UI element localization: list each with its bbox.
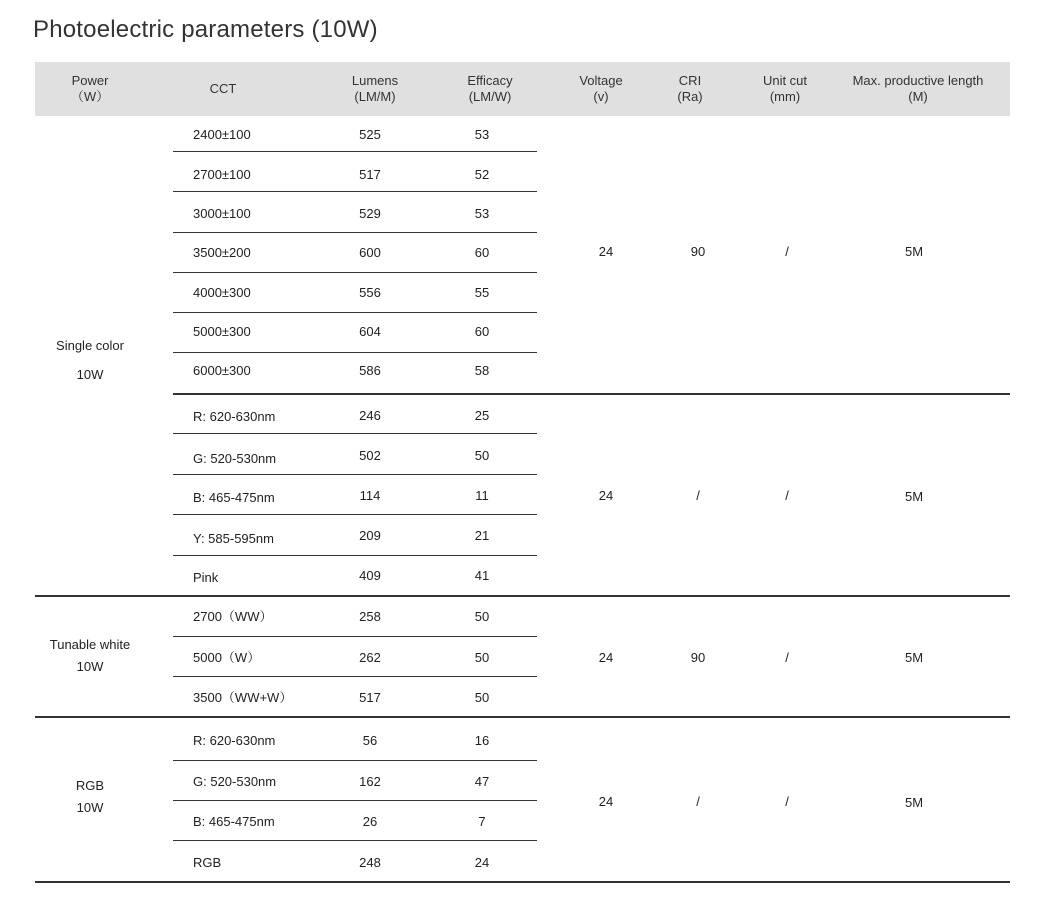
row-divider xyxy=(173,151,537,152)
header-unit: （W） xyxy=(70,89,110,104)
power-label: RGB xyxy=(75,778,105,793)
unit-cut-value: / xyxy=(785,488,789,503)
lumens-cell: 525 xyxy=(359,127,381,142)
header-label: Lumens xyxy=(351,73,399,88)
unit-cut-value: / xyxy=(785,244,789,259)
cct-cell: 5000±300 xyxy=(193,324,251,339)
cri-value: / xyxy=(696,488,700,503)
header-unit: (mm) xyxy=(769,89,801,104)
lumens-cell: 586 xyxy=(359,363,381,378)
lumens-cell: 248 xyxy=(359,855,381,870)
power-label: Tunable white xyxy=(49,637,131,652)
voltage-value: 24 xyxy=(598,488,614,503)
efficacy-cell: 50 xyxy=(474,690,490,705)
cct-cell: 2700（WW） xyxy=(193,609,273,624)
power-value: 10W xyxy=(76,367,104,382)
efficacy-cell: 7 xyxy=(478,814,486,829)
row-divider xyxy=(173,191,537,192)
cct-cell: 3500±200 xyxy=(193,245,251,260)
row-divider xyxy=(173,840,537,841)
efficacy-cell: 52 xyxy=(474,167,490,182)
cct-cell: Pink xyxy=(193,570,219,585)
max-length-value: 5M xyxy=(904,489,924,504)
efficacy-cell: 25 xyxy=(474,408,490,423)
lumens-cell: 529 xyxy=(359,206,381,221)
efficacy-cell: 41 xyxy=(474,568,490,583)
table-bottom-border xyxy=(35,881,1010,883)
efficacy-cell: 21 xyxy=(474,528,490,543)
power-label: Single color xyxy=(56,338,124,353)
voltage-value: 24 xyxy=(598,244,614,259)
cct-cell: B: 465-475nm xyxy=(193,490,275,505)
header-unit: (M) xyxy=(908,89,928,104)
unit-cut-value: / xyxy=(785,650,789,665)
power-group-tunable-white xyxy=(35,637,145,675)
group-divider xyxy=(35,595,1010,597)
row-divider xyxy=(173,800,537,801)
efficacy-cell: 53 xyxy=(474,127,490,142)
lumens-cell: 258 xyxy=(359,609,381,624)
cri-value: / xyxy=(696,794,700,809)
row-divider xyxy=(173,760,537,761)
lumens-cell: 600 xyxy=(359,245,381,260)
header-cri xyxy=(650,62,730,116)
header-unit: (v) xyxy=(593,89,609,104)
row-divider xyxy=(173,312,537,313)
table-header xyxy=(35,62,1010,116)
cct-cell: G: 520-530nm xyxy=(193,774,277,789)
cct-cell: 5000（W） xyxy=(193,650,261,665)
efficacy-cell: 58 xyxy=(474,363,490,378)
row-divider xyxy=(173,352,537,353)
lumens-cell: 246 xyxy=(359,408,381,423)
cri-value: 90 xyxy=(690,650,706,665)
cct-cell: 2400±100 xyxy=(193,127,251,142)
header-lumens xyxy=(335,62,415,116)
header-cct xyxy=(183,62,263,116)
cct-cell: R: 620-630nm xyxy=(193,409,276,424)
lumens-cell: 556 xyxy=(359,285,381,300)
row-divider xyxy=(173,232,537,233)
efficacy-cell: 55 xyxy=(474,285,490,300)
unit-cut-value: / xyxy=(785,794,789,809)
power-value: 10W xyxy=(76,800,104,815)
row-divider xyxy=(173,272,537,273)
group-divider xyxy=(173,393,1010,395)
efficacy-cell: 11 xyxy=(475,488,489,503)
efficacy-cell: 60 xyxy=(474,245,490,260)
cct-cell: 4000±300 xyxy=(193,285,251,300)
cct-cell: Y: 585-595nm xyxy=(193,531,274,546)
cct-cell: B: 465-475nm xyxy=(193,814,275,829)
lumens-cell: 409 xyxy=(359,568,381,583)
power-group-single-color xyxy=(40,338,140,383)
row-divider xyxy=(173,514,537,515)
cct-cell: 6000±300 xyxy=(193,363,251,378)
lumens-cell: 517 xyxy=(359,167,381,182)
row-divider xyxy=(173,474,537,475)
voltage-value: 24 xyxy=(598,794,614,809)
row-divider xyxy=(173,636,537,637)
header-unit-cut xyxy=(735,62,835,116)
lumens-cell: 209 xyxy=(359,528,381,543)
header-label: CCT xyxy=(209,81,237,96)
header-label: Unit cut xyxy=(762,73,808,88)
cct-cell: 2700±100 xyxy=(193,167,251,182)
max-length-value: 5M xyxy=(904,795,924,810)
header-max-length xyxy=(843,62,993,116)
efficacy-cell: 47 xyxy=(474,774,490,789)
power-group-rgb xyxy=(40,778,140,816)
efficacy-cell: 53 xyxy=(474,206,490,221)
header-efficacy xyxy=(450,62,530,116)
max-length-value: 5M xyxy=(904,650,924,665)
voltage-value: 24 xyxy=(598,650,614,665)
header-label: Max. productive length xyxy=(852,73,984,88)
header-power xyxy=(55,62,125,116)
row-divider xyxy=(173,555,537,556)
cct-cell: 3500（WW+W） xyxy=(193,690,293,705)
lumens-cell: 517 xyxy=(359,690,381,705)
max-length-value: 5M xyxy=(904,244,924,259)
header-unit: (LM/M) xyxy=(354,89,396,104)
header-label: Efficacy xyxy=(467,73,513,88)
cct-cell: R: 620-630nm xyxy=(193,733,276,748)
lumens-cell: 262 xyxy=(359,650,381,665)
header-unit: (LM/W) xyxy=(468,89,512,104)
lumens-cell: 502 xyxy=(359,448,381,463)
row-divider xyxy=(173,433,537,434)
lumens-cell: 26 xyxy=(362,814,378,829)
header-label: Power xyxy=(71,73,109,88)
header-label: CRI xyxy=(678,73,702,88)
efficacy-cell: 50 xyxy=(474,448,490,463)
lumens-cell: 162 xyxy=(359,774,381,789)
group-divider xyxy=(35,716,1010,718)
cct-cell: G: 520-530nm xyxy=(193,451,277,466)
lumens-cell: 604 xyxy=(359,324,381,339)
efficacy-cell: 50 xyxy=(474,609,490,624)
lumens-cell: 114 xyxy=(359,488,381,503)
efficacy-cell: 16 xyxy=(474,733,490,748)
page-title: Photoelectric parameters (10W) xyxy=(33,16,378,43)
efficacy-cell: 24 xyxy=(474,855,490,870)
lumens-cell: 56 xyxy=(362,733,378,748)
header-unit: (Ra) xyxy=(677,89,703,104)
efficacy-cell: 60 xyxy=(474,324,490,339)
header-label: Voltage xyxy=(579,73,623,88)
cct-cell: RGB xyxy=(193,855,222,870)
efficacy-cell: 50 xyxy=(474,650,490,665)
header-voltage xyxy=(561,62,641,116)
cri-value: 90 xyxy=(690,244,706,259)
power-value: 10W xyxy=(76,659,104,674)
cct-cell: 3000±100 xyxy=(193,206,251,221)
row-divider xyxy=(173,676,537,677)
